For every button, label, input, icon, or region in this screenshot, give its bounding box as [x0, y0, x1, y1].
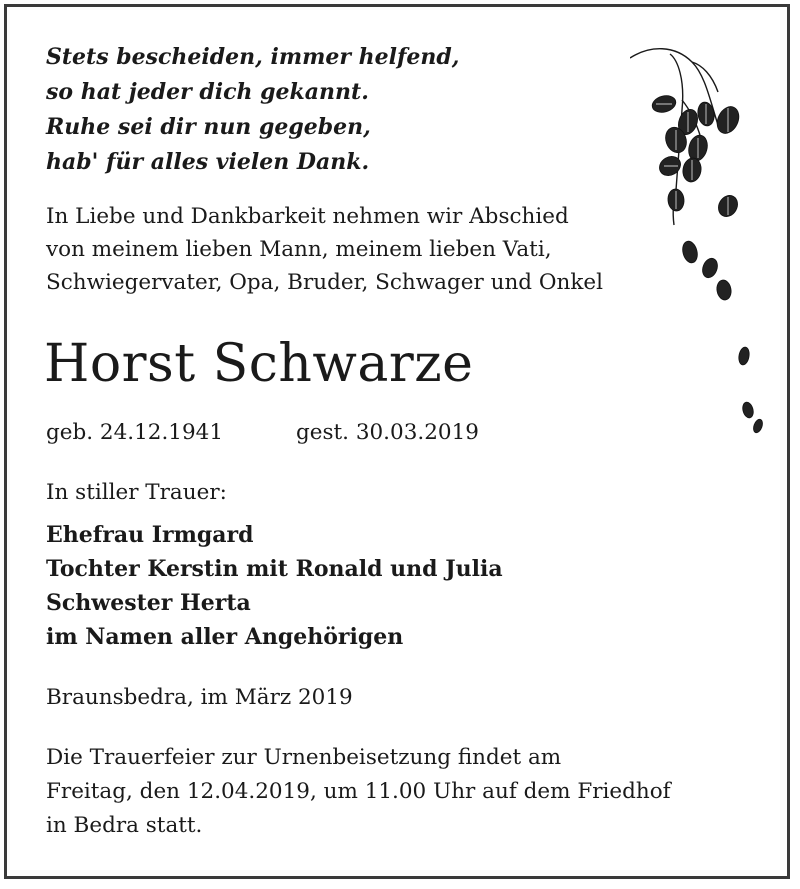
mourning-label: In stiller Trauer: [46, 480, 227, 505]
place-date: Braunsbedra, im März 2019 [46, 685, 353, 710]
intro-line: Schwiegervater, Opa, Bruder, Schwager und Onkel [46, 270, 603, 295]
intro-line: von meinem lieben Mann, meinem lieben Vati, [46, 237, 552, 262]
mourner: Ehefrau Irmgard [46, 522, 254, 548]
mourners-list [46, 518, 503, 654]
ceremony-line: Die Trauerfeier zur Urnenbeisetzung findet am [46, 745, 562, 770]
ceremony-line: in Bedra statt. [46, 813, 203, 838]
poem [46, 40, 459, 180]
poem-line: hab' für alles vielen Dank. [46, 149, 370, 175]
mourner: im Namen aller Angehörigen [46, 624, 404, 650]
ceremony-notice [46, 741, 671, 843]
intro-text [46, 200, 603, 299]
death-date: gest. 30.03.2019 [296, 420, 479, 445]
birth-date: geb. 24.12.1941 [46, 420, 224, 445]
ceremony-line: Freitag, den 12.04.2019, um 11.00 Uhr auf dem Friedhof [46, 779, 671, 804]
poem-line: so hat jeder dich gekannt. [46, 79, 369, 105]
mourner: Schwester Herta [46, 590, 251, 616]
poem-line: Ruhe sei dir nun gegeben, [46, 114, 371, 140]
mourner: Tochter Kerstin mit Ronald und Julia [46, 556, 503, 582]
intro-line: In Liebe und Dankbarkeit nehmen wir Abschied [46, 204, 569, 229]
poem-line: Stets bescheiden, immer helfend, [46, 44, 460, 70]
deceased-name: Horst Schwarze [44, 334, 474, 394]
birch-branch-icon [630, 40, 770, 440]
life-dates [46, 418, 479, 448]
